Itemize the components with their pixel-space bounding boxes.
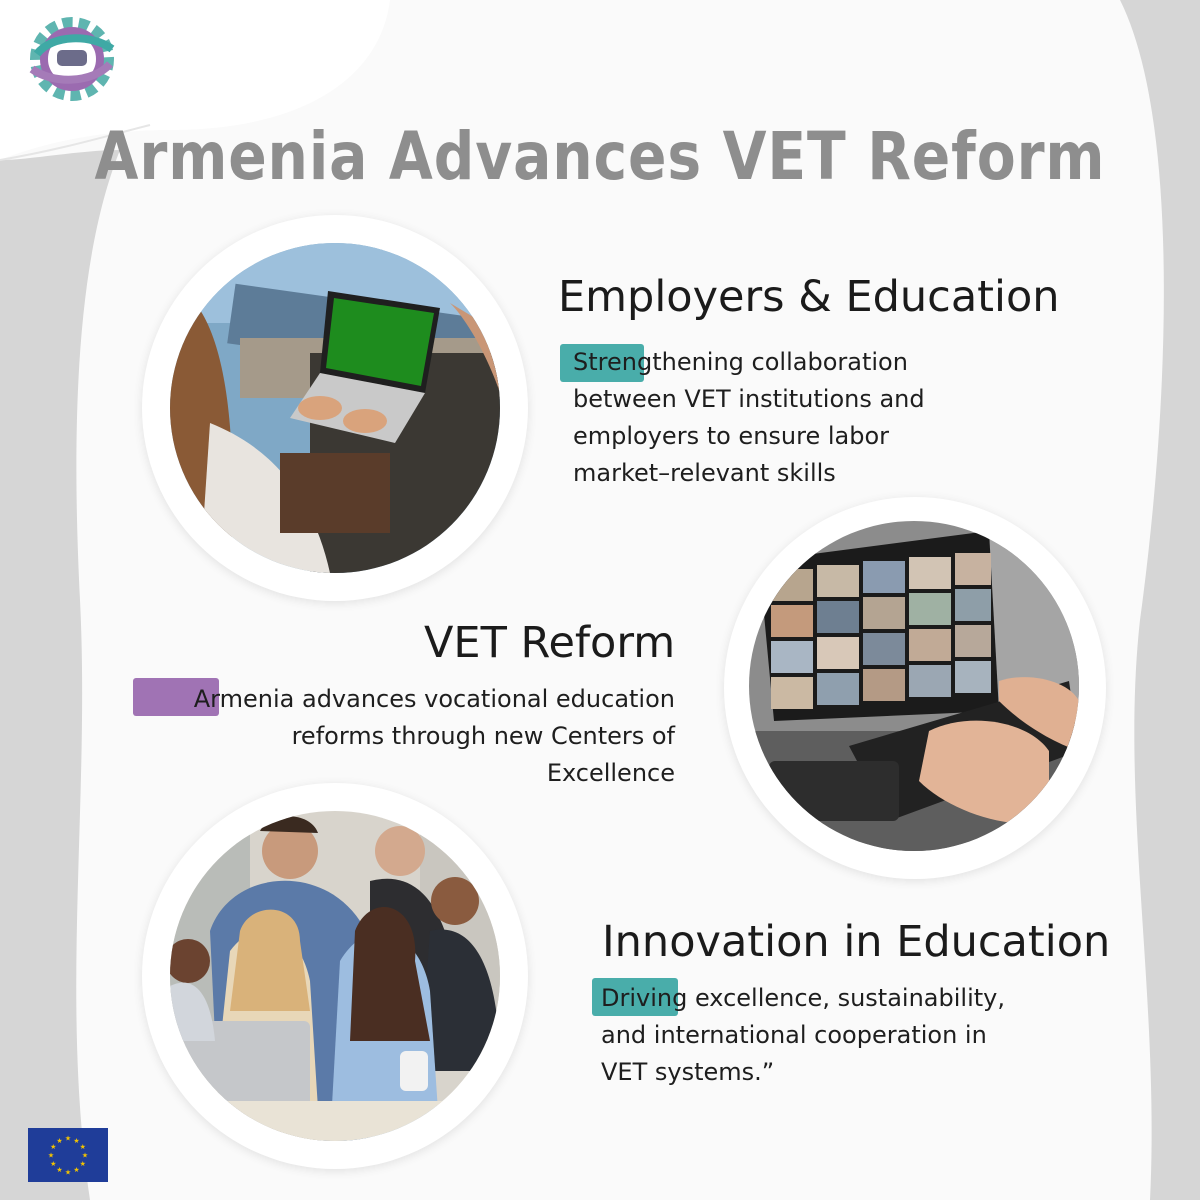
section-title-vet-reform: VET Reform [424, 618, 676, 668]
eu-star-icon: ★ [47, 1152, 55, 1160]
body-line: employers to ensure labor [573, 422, 890, 450]
body-line: Driving excellence, sustainability, [601, 984, 1005, 1012]
page-title: Armenia Advances VET Reform [94, 118, 1106, 195]
gear-handshake-logo [22, 14, 122, 104]
photo-woman-laptop [170, 243, 500, 573]
body-line: market–relevant skills [573, 459, 836, 487]
eu-star-icon: ★ [79, 1161, 86, 1168]
body-line: reforms through new Centers of [291, 722, 675, 750]
photo-video-conference [749, 521, 1079, 851]
body-line: Strengthening collaboration [573, 348, 908, 376]
eu-star-icon: ★ [64, 1135, 72, 1143]
eu-star-icon: ★ [56, 1167, 63, 1175]
photo-team-laptop [170, 811, 500, 1141]
eu-star-icon: ★ [81, 1152, 89, 1160]
eu-star-icon: ★ [50, 1144, 57, 1151]
eu-star-icon: ★ [50, 1161, 57, 1168]
eu-star-icon: ★ [73, 1137, 80, 1145]
eu-star-icon: ★ [56, 1137, 63, 1145]
section-title-innovation: Innovation in Education [602, 917, 1111, 967]
section-body-employers [573, 344, 925, 492]
body-line: and international cooperation in [601, 1021, 987, 1049]
body-line: Armenia advances vocational education [193, 685, 675, 713]
eu-star-icon: ★ [79, 1144, 86, 1151]
section-body-vet-reform [135, 681, 675, 792]
body-line: Excellence [546, 759, 675, 787]
body-line: VET systems.” [601, 1058, 775, 1086]
section-title-employers: Employers & Education [558, 272, 1060, 322]
eu-flag-icon [28, 1128, 108, 1182]
eu-star-icon: ★ [64, 1169, 72, 1177]
eu-star-icon: ★ [73, 1167, 80, 1175]
body-line: between VET institutions and [573, 385, 925, 413]
section-body-innovation [601, 980, 1005, 1091]
